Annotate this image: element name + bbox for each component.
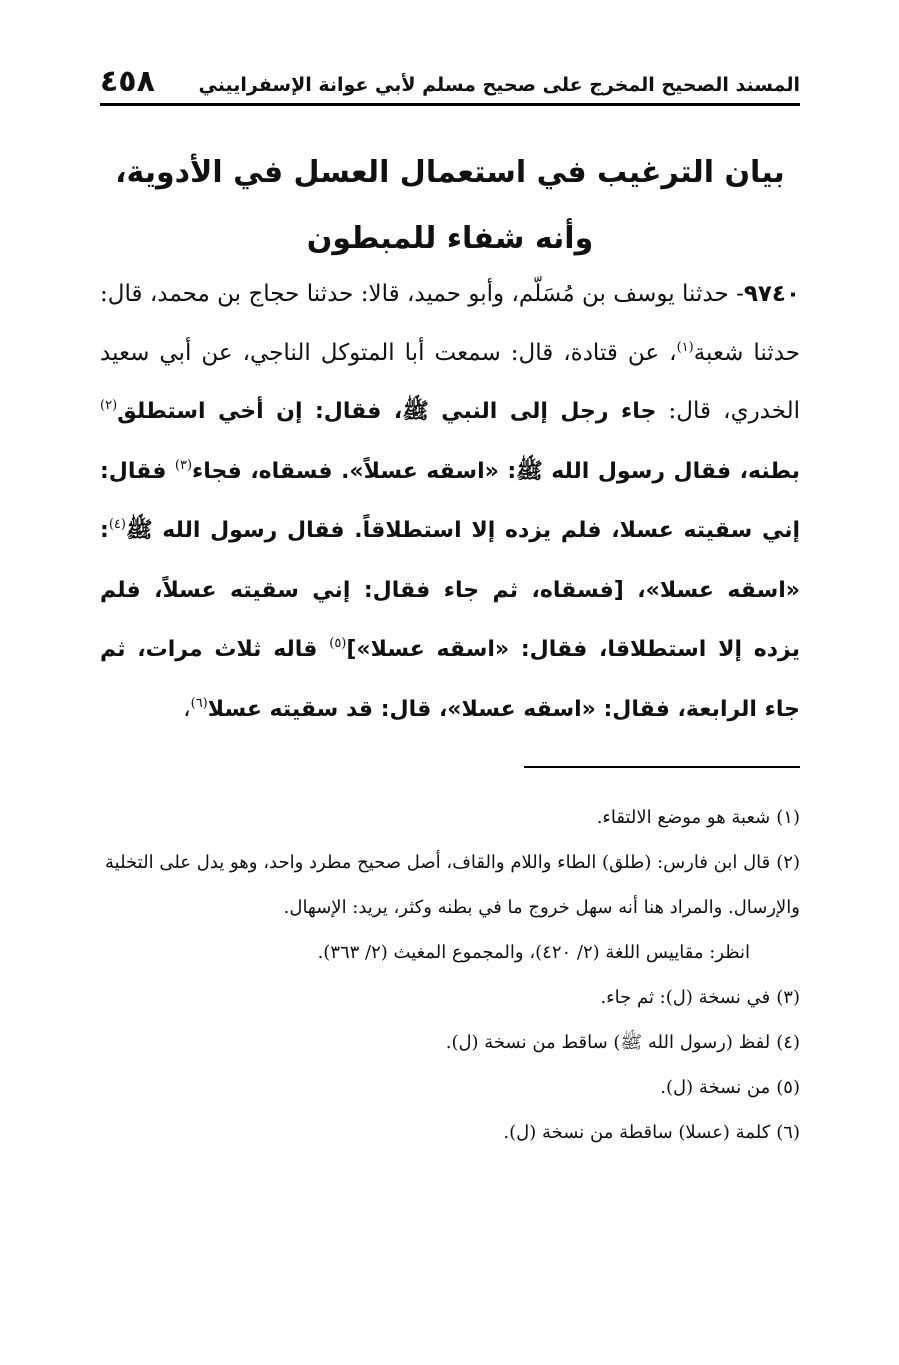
footnote-text: انظر: مقاييس اللغة (٢/ ٤٢٠)، والمجموع المغيث (٢/ ٣٦٣).: [317, 942, 750, 963]
footnote-text: من نسخة (ل).: [660, 1077, 771, 1098]
footnote-ref-4[interactable]: (٤): [108, 517, 126, 532]
matn-trailing-comma: ،: [183, 695, 191, 722]
footnote-text: لفظ (رسول الله ﷺ) ساقط من نسخة (ل).: [445, 1032, 771, 1053]
footnote-text: قال ابن فارس: (طلق) الطاء واللام والقاف، أصل صحيح مطرد واحد، وهو يدل على التخلية والإرسال. والمراد هنا أنه سهل خروج ما في بطنه وكثر، يريد: الإسهال.: [105, 852, 800, 918]
hadith-dash: -: [736, 281, 744, 307]
running-title: المسند الصحيح المخرج على صحيح مسلم لأبي عوانة الإسفراييني: [198, 74, 800, 96]
footnote-ref-2[interactable]: (٢): [100, 398, 118, 413]
footnote-2-reference: [100, 930, 800, 975]
footnote-number: (٦): [776, 1122, 800, 1143]
footnote-4: [100, 1020, 800, 1065]
footnote-number: (٢): [776, 852, 800, 873]
footnote-ref-1[interactable]: (١): [676, 339, 694, 355]
chapter-title: بيان الترغيب في استعمال العسل في الأدوية، وأنه شفاء للمبطون: [115, 155, 785, 256]
footnote-text: في نسخة (ل): ثم جاء.: [600, 987, 771, 1008]
footnote-number: (٣): [776, 987, 800, 1008]
hadith-number: ٩٧٤٠: [743, 281, 800, 307]
isnad-part-2: ، عن قتادة، قال: سمعت أبا المتوكل الناجي، عن أبي سعيد الخدري، قال:: [100, 339, 800, 424]
footnote-3: [100, 975, 800, 1020]
footnote-5: [100, 1065, 800, 1110]
footnote-ref-3[interactable]: (٣): [174, 457, 193, 473]
footnote-number: (٤): [776, 1032, 800, 1053]
matn-part-1: جاء رجل إلى النبي ﷺ، فقال: إن أخي استطلق: [117, 399, 657, 424]
footnote-divider: [524, 766, 800, 768]
footnote-text: كلمة (عسلا) ساقطة من نسخة (ل).: [503, 1122, 771, 1143]
footnote-number: (٥): [776, 1077, 800, 1098]
footnote-2: [100, 840, 800, 930]
matn-part-4: : «اسقه عسلا»، [فسقاه، ثم جاء فقال: إني سقيته عسلاً، فلم يزده إلا استطلاقا، فقال: «اسقه عسلا»]: [100, 518, 800, 662]
matn-part-2: بطنه، فقال رسول الله ﷺ: «اسقه عسلاً». فسقاه، فجاء: [192, 458, 801, 484]
footnote-number: (١): [776, 807, 800, 828]
footnote-ref-5[interactable]: (٥): [329, 636, 347, 651]
page-header: [100, 64, 800, 106]
footnotes: [100, 795, 800, 1155]
page-number: ٤٥٨: [100, 64, 155, 99]
footnote-6: [100, 1110, 800, 1155]
matn-part-5: قاله ثلاث مرات، ثم جاء الرابعة، فقال: «اسقه عسلا»، قال: قد سقيته عسلا: [100, 637, 800, 722]
footnote-1: [100, 795, 800, 840]
footnote-ref-6[interactable]: (٦): [190, 695, 208, 711]
isnad-part-1: حدثنا يوسف بن مُسَلّم، وأبو حميد، قالا: حدثنا حجاج بن محمد، قال: حدثنا شعبة: [100, 281, 800, 366]
matn-part-3: فقال: إني سقيته عسلا، فلم يزده إلا استطلاقاً. فقال رسول الله ﷺ: [100, 458, 800, 543]
hadith-text: [100, 265, 800, 739]
footnote-text: شعبة هو موضع الالتقاء.: [596, 807, 771, 828]
